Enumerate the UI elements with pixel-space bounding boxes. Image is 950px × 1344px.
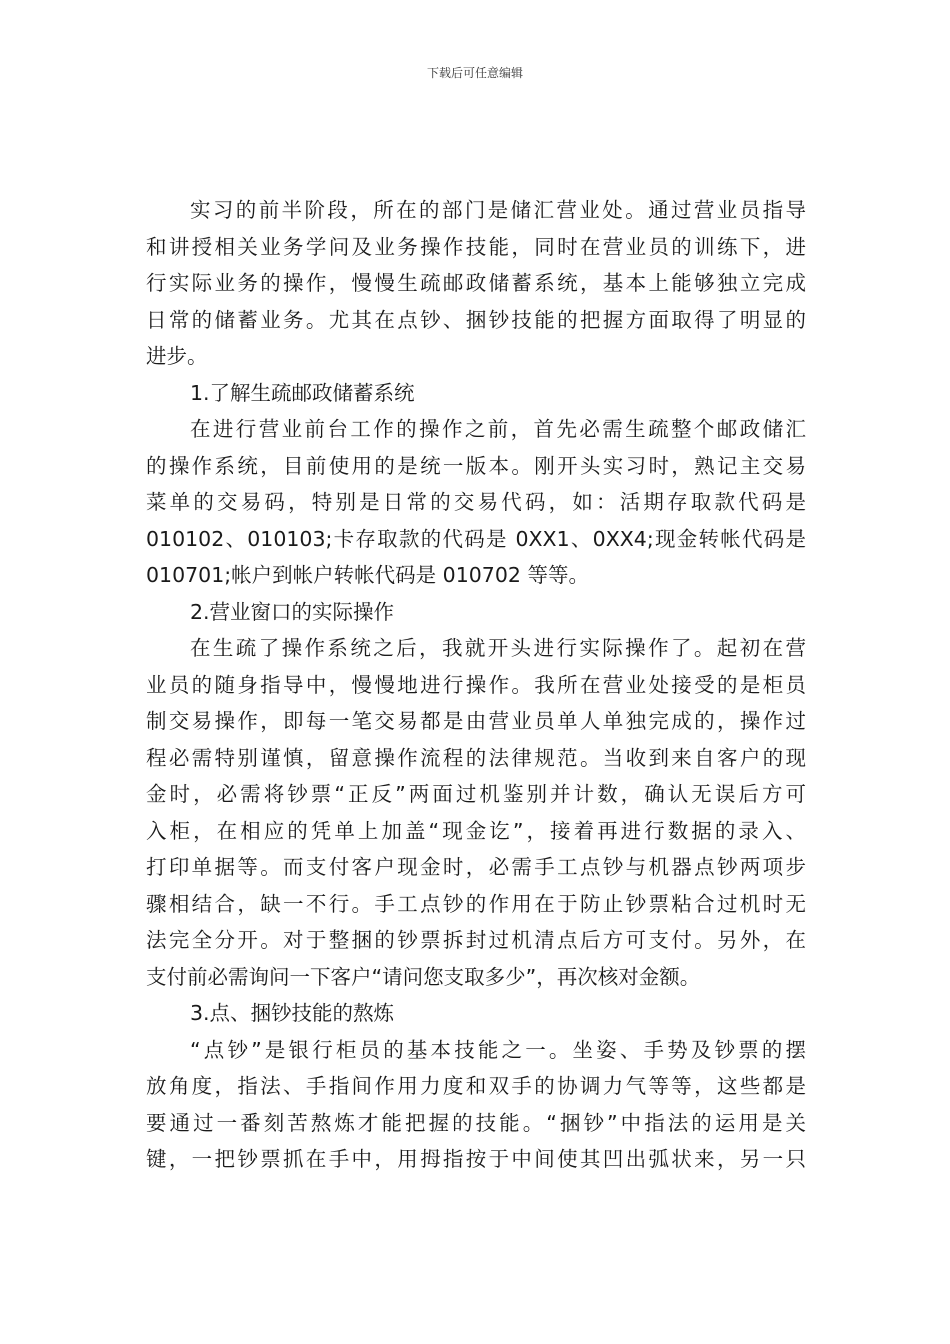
body-line: 程必需特别谨慎，留意操作流程的法律规范。当收到来自客户的现 [146, 745, 806, 770]
body-line: 入柜，在相应的凭单上加盖“现金讫”，接着再进行数据的录入、 [146, 818, 806, 843]
body-line: 支付前必需询问一下客户“请问您支取多少”，再次核对金额。 [146, 964, 701, 989]
body-line: 实习的前半阶段，所在的部门是储汇营业处。通过营业员指导 [190, 198, 806, 222]
document-body [146, 192, 806, 1178]
body-line: 行实际业务的操作，慢慢生疏邮政储蓄系统，基本上能够独立完成 [146, 271, 806, 295]
body-line: 要通过一番刻苦熬炼才能把握的技能。“捆钞”中指法的运用是关 [146, 1110, 806, 1135]
body-line: 1.了解生疏邮政储蓄系统 [190, 380, 415, 405]
body-line: 打印单据等。而支付客户现金时，必需手工点钞与机器点钞两项步 [146, 855, 806, 879]
body-line: 菜单的交易码，特别是日常的交易代码，如：活期存取款代码是 [146, 490, 806, 514]
body-line: 在进行营业前台工作的操作之前，首先必需生疏整个邮政储汇 [190, 417, 806, 441]
body-line: 在生疏了操作系统之后，我就开头进行实际操作了。起初在营 [190, 636, 806, 660]
body-line: 3.点、捆钞技能的熬炼 [190, 1001, 395, 1025]
body-line: 的操作系统，目前使用的是统一版本。刚开头实习时，熟记主交易 [146, 453, 806, 478]
body-line: 键，一把钞票抓在手中，用拇指按于中间使其凹出弧状来，另一只 [146, 1147, 806, 1171]
body-line: 日常的储蓄业务。尤其在点钞、捆钞技能的把握方面取得了明显的 [146, 307, 806, 332]
body-line: 法完全分开。对于整捆的钞票拆封过机清点后方可支付。另外，在 [146, 928, 806, 952]
body-line: 骤相结合，缺一不行。手工点钞的作用在于防止钞票粘合过机时无 [146, 891, 806, 916]
body-line: 业员的随身指导中，慢慢地进行操作。我所在营业处接受的是柜员 [146, 672, 806, 697]
body-line: 010102、010103;卡存取款的代码是 0XX1、0XX4;现金转帐代码是 [146, 526, 806, 551]
body-line: 进步。 [146, 344, 208, 368]
body-line: “点钞”是银行柜员的基本技能之一。坐姿、手势及钞票的摆 [190, 1037, 806, 1062]
body-line: 放角度，指法、手指间作用力度和双手的协调力气等等，这些都是 [146, 1074, 806, 1098]
body-line: 010701;帐户到帐户转帐代码是 010702 等等。 [146, 563, 589, 587]
page-header: 下载后可任意编辑 [426, 66, 523, 80]
body-line: 制交易操作，即每一笔交易都是由营业员单人单独完成的，操作过 [146, 709, 806, 733]
body-line: 2.营业窗口的实际操作 [190, 599, 395, 624]
body-line: 金时，必需将钞票“正反”两面过机鉴别并计数，确认无误后方可 [146, 782, 806, 806]
body-line: 和讲授相关业务学问及业务操作技能，同时在营业员的训练下，进 [146, 234, 806, 259]
